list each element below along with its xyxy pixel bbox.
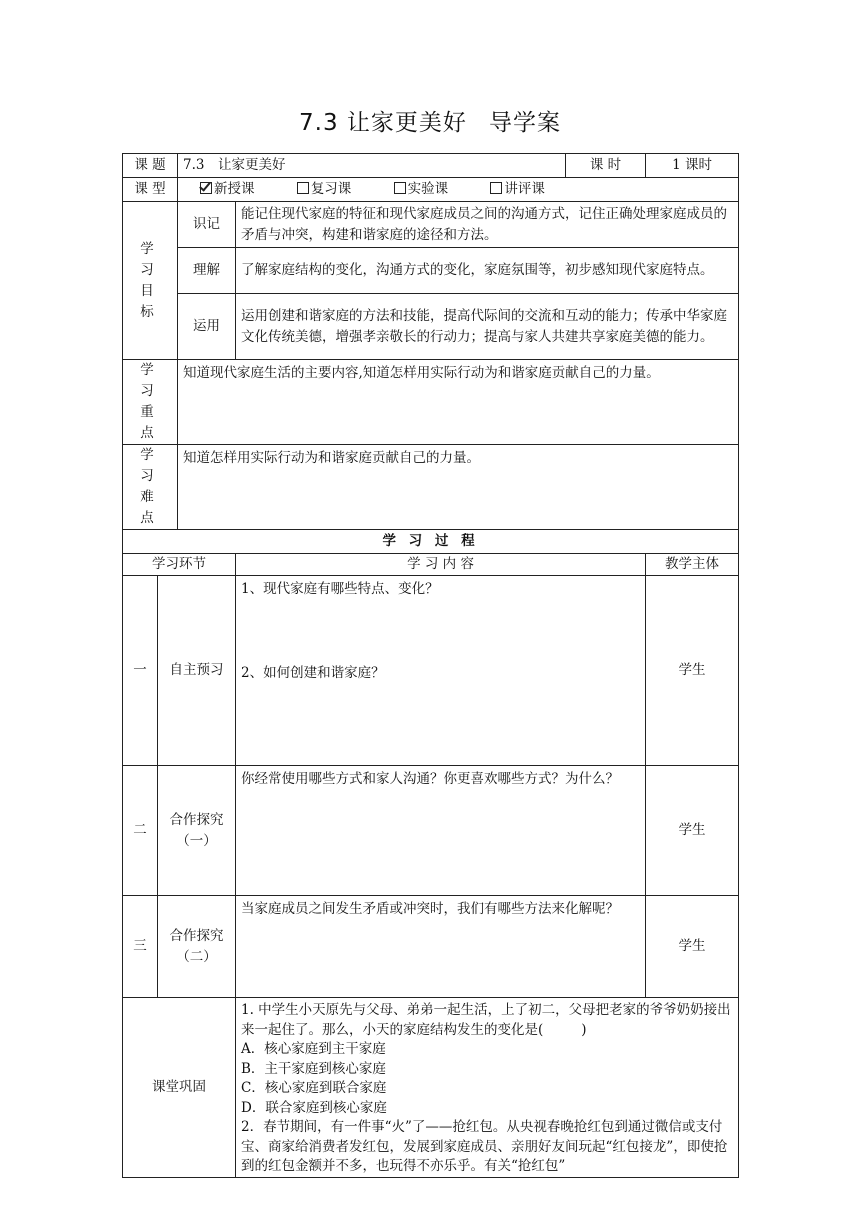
col-stage-header: 学习环节	[123, 554, 236, 576]
checkbox-icon[interactable]	[297, 182, 309, 194]
consolidation-content	[236, 998, 739, 1178]
process-title: 学 习 过 程	[123, 530, 739, 554]
stage-content	[236, 576, 646, 766]
goal-row-apply	[123, 294, 739, 360]
stage-question: 你经常使用哪些方式和家人沟通？你更喜欢哪些方式？为什么？	[236, 766, 646, 896]
stage-row	[123, 766, 739, 896]
goal-level: 理解	[178, 248, 236, 294]
stage-number: 一	[123, 576, 158, 766]
goal-level: 识记	[178, 202, 236, 248]
stage-question: 当家庭成员之间发生矛盾或冲突时，我们有哪些方法来化解呢？	[236, 896, 646, 998]
type-option-new[interactable]: 新授课	[200, 179, 255, 200]
stage-subject: 学生	[646, 896, 739, 998]
topic-row	[123, 154, 739, 178]
type-options	[178, 178, 739, 202]
type-option-lecture[interactable]: 讲评课	[490, 179, 545, 200]
stage-name: 自主预习	[158, 576, 236, 766]
stage-number: 二	[123, 766, 158, 896]
stage-subject: 学生	[646, 766, 739, 896]
type-option-experiment[interactable]: 实验课	[394, 179, 449, 200]
stage-subject: 学生	[646, 576, 739, 766]
consolidation-row	[123, 998, 739, 1178]
option-c: C．核心家庭到联合家庭	[241, 1080, 387, 1096]
stage-name: 合作探究（二）	[158, 896, 236, 998]
option-a: A．核心家庭到主干家庭	[241, 1041, 386, 1057]
goal-row-memorize	[123, 202, 739, 248]
checkbox-icon[interactable]	[490, 182, 502, 194]
key-point-text: 知道现代家庭生活的主要内容,知道怎样用实际行动为和谐家庭贡献自己的力量。	[178, 360, 739, 445]
stage-name: 合作探究（一）	[158, 766, 236, 896]
question-stem: 1. 中学生小天原先与父母、弟弟一起生活，上了初二，父母把老家的爷爷奶奶接出来一起住了。那么，小天的家庭结构发生的变化是( )	[241, 1002, 731, 1038]
consolidation-label: 课堂巩固	[123, 998, 236, 1178]
process-header-row	[123, 554, 739, 576]
col-subject-header: 教学主体	[646, 554, 739, 576]
stage-row	[123, 896, 739, 998]
col-content-header: 学 习 内 容	[236, 554, 646, 576]
topic-value: 7.3 让家更美好	[178, 154, 566, 178]
option-b: B．主干家庭到核心家庭	[241, 1060, 386, 1077]
difficulty-label: 学 习 难 点	[123, 445, 178, 530]
checkbox-icon[interactable]	[394, 182, 406, 194]
process-title-row	[123, 530, 739, 554]
title-suffix: 导学案	[488, 110, 561, 136]
key-point-row	[123, 360, 739, 445]
option-d: D．联合家庭到核心家庭	[241, 1099, 387, 1116]
type-option-review[interactable]: 复习课	[297, 179, 352, 200]
lesson-plan-table	[122, 153, 739, 1178]
goals-label: 学 习 目 标	[123, 202, 178, 360]
goal-row-understand	[123, 248, 739, 294]
goal-level: 运用	[178, 294, 236, 360]
stage-number: 三	[123, 896, 158, 998]
difficulty-row	[123, 445, 739, 530]
goal-text: 运用创建和谐家庭的方法和技能，提高代际间的交流和互动的能力；传承中华家庭文化传统美德，增强孝亲敬长的行动力；提高与家人共建共享家庭美德的能力。	[236, 294, 739, 360]
stage-question: 2、如何创建和谐家庭？	[241, 665, 385, 681]
period-label: 课 时	[566, 154, 646, 178]
checked-checkbox-icon[interactable]	[200, 182, 212, 194]
topic-label: 课 题	[123, 154, 178, 178]
key-point-label: 学 习 重 点	[123, 360, 178, 445]
period-value: 1 课时	[646, 154, 739, 178]
goal-text: 了解家庭结构的变化，沟通方式的变化，家庭氛围等，初步感知现代家庭特点。	[236, 248, 739, 294]
question-stem: 2．春节期间，有一件事“火”了——抢红包。从央视春晚抢红包到通过微信或支付宝、商家给消费者发红包，发展到家庭成员、亲朋好友间玩起“红包接龙”，即使抢到的红包金额并不多，也玩得不亦乐乎。有关“抢红包”	[241, 1119, 728, 1174]
type-row	[123, 178, 739, 202]
type-label: 课 型	[123, 178, 178, 202]
difficulty-text: 知道怎样用实际行动为和谐家庭贡献自己的力量。	[178, 445, 739, 530]
title-main: 7.3 让家更美好	[299, 110, 467, 136]
stage-question: 1、现代家庭有哪些特点、变化？	[241, 581, 439, 597]
goal-text: 能记住现代家庭的特征和现代家庭成员之间的沟通方式，记住正确处理家庭成员的矛盾与冲突，构建和谐家庭的途径和方法。	[236, 202, 739, 248]
document-title	[0, 104, 860, 137]
stage-row	[123, 576, 739, 766]
